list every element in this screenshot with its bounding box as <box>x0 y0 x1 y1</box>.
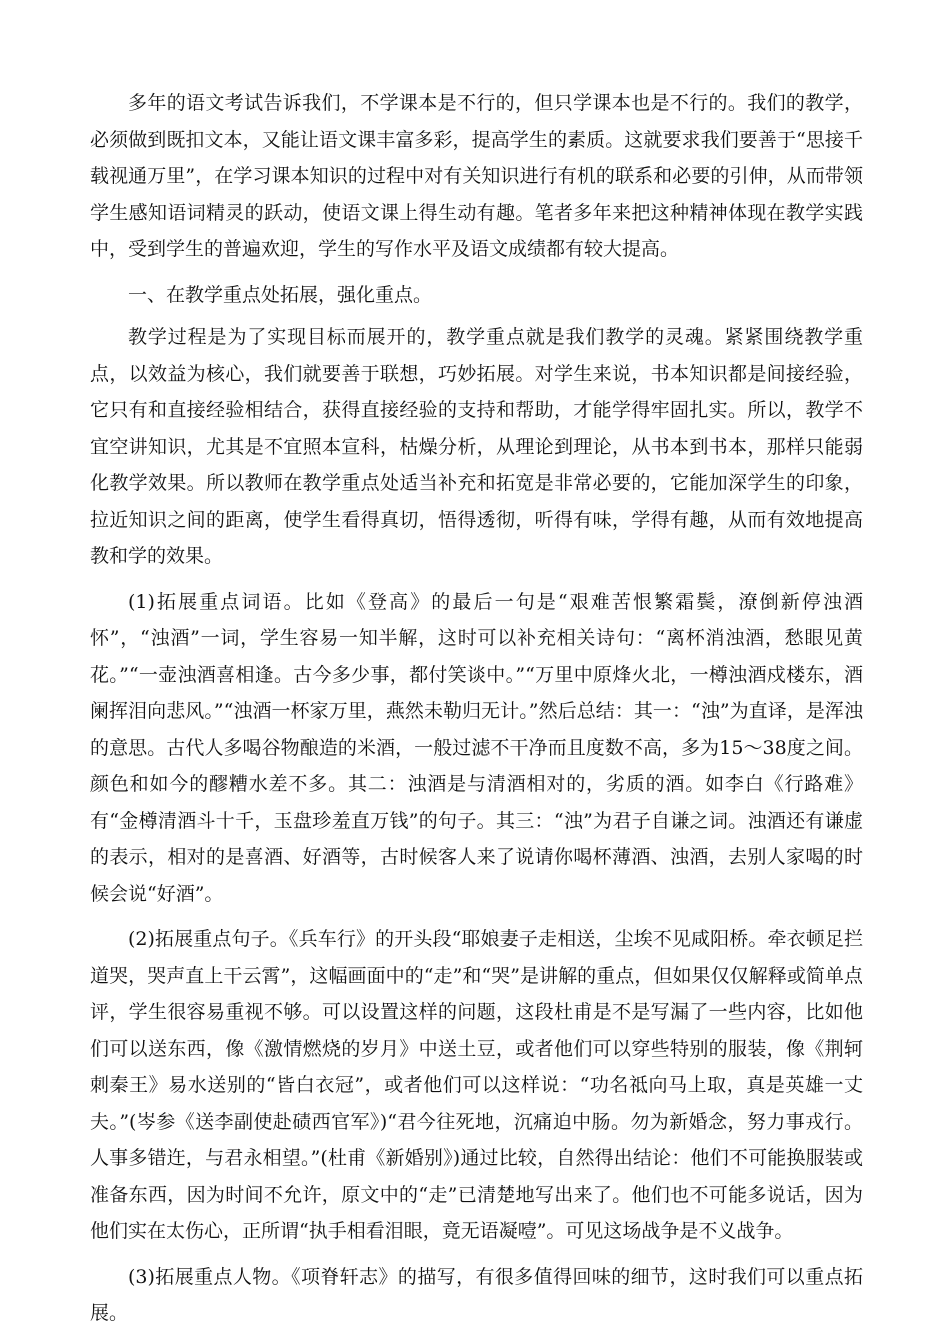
point-1-paragraph: (1)拓展重点词语。比如《登高》的最后一句是“艰难苦恨繁霜鬓，潦倒新停浊酒怀”，“浊酒”一词，学生容易一知半解，这时可以补充相关诗句：“离杯消浊酒，愁眼见黄花。”“一壶浊酒喜相逢。古今多少事，都付笑谈中。”“万里中原烽火北，一樽浊酒戍楼东，酒阑挥泪向悲风。”“浊酒一杯家万里，燕然未勒归无计。”然后总结：其一：“浊”为直译，是浑浊的意思。古代人多喝谷物酿造的米酒，一般过滤不干净而且度数不高，多为15～38度之间。颜色和如今的醪糟水差不多。其二：浊酒是与清酒相对的，劣质的酒。如李白《行路难》有“金樽清酒斗十千，玉盘珍羞直万钱”的句子。其三：“浊”为君子自谦之词。浊酒还有谦虚的表示，相对的是喜酒、好酒等，古时候客人来了说请你喝杯薄酒、浊酒，去别人家喝的时候会说“好酒”。 <box>90 590 863 905</box>
body-paragraph: 教学过程是为了实现目标而展开的，教学重点就是我们教学的灵魂。紧紧围绕教学重点，以效益为核心，我们就要善于联想，巧妙拓展。对学生来说，书本知识都是间接经验，它只有和直接经验相结合，获得直接经验的支持和帮助，才能学得牢固扎实。所以，教学不宜空讲知识，尤其是不宜照本宣科，枯燥分析，从理论到理论，从书本到书本，那样只能弱化教学效果。所以教师在教学重点处适当补充和拓宽是非常必要的，它能加深学生的印象，拉近知识之间的距离，使学生看得真切，悟得透彻，听得有味，学得有趣，从而有效地提高教和学的效果。 <box>90 326 863 567</box>
point-2-paragraph: (2)拓展重点句子。《兵车行》的开头段“耶娘妻子走相送，尘埃不见咸阳桥。牵衣顿足拦道哭，哭声直上干云霄”，这幅画面中的“走”和“哭”是讲解的重点，但如果仅仅解释或简单点评，学生很容易重视不够。可以设置这样的问题，这段杜甫是不是写漏了一些内容，比如他们可以送东西，像《激情燃烧的岁月》中送土豆，或者他们可以穿些特别的服装，像《荆轲刺秦王》易水送别的“皆白衣冠”，或者他们可以这样说：“功名祗向马上取，真是英雄一丈夫。”(岑参《送李副使赴碛西官军》)“君今往死地，沉痛迫中肠。勿为新婚念，努力事戎行。人事多错迕，与君永相望。”(杜甫《新婚别》)通过比较，自然得出结论：他们不可能换服装或准备东西，因为时间不允许，原文中的“走”已清楚地写出来了。他们也不可能多说话，因为他们实在太伤心，正所谓“执手相看泪眼，竟无语凝噎”。可见这场战争是不义战争。 <box>90 928 863 1242</box>
document-body <box>90 85 863 1332</box>
intro-paragraph: 多年的语文考试告诉我们，不学课本是不行的，但只学课本也是不行的。我们的教学，必须做到既扣文本，又能让语文课丰富多彩，提高学生的素质。这就要求我们要善于“思接千载视通万里”，在学习课本知识的过程中对有关知识进行有机的联系和必要的引伸，从而带领学生感知语词精灵的跃动，使语文课上得生动有趣。笔者多年来把这种精神体现在教学实践中，受到学生的普遍欢迎，学生的写作水平及语文成绩都有较大提高。 <box>90 92 863 260</box>
section-heading: 一、在教学重点处拓展，强化重点。 <box>128 283 433 306</box>
point-3-paragraph: (3)拓展重点人物。《项脊轩志》的描写，有很多值得回味的细节，这时我们可以重点拓展。 <box>90 1265 863 1324</box>
